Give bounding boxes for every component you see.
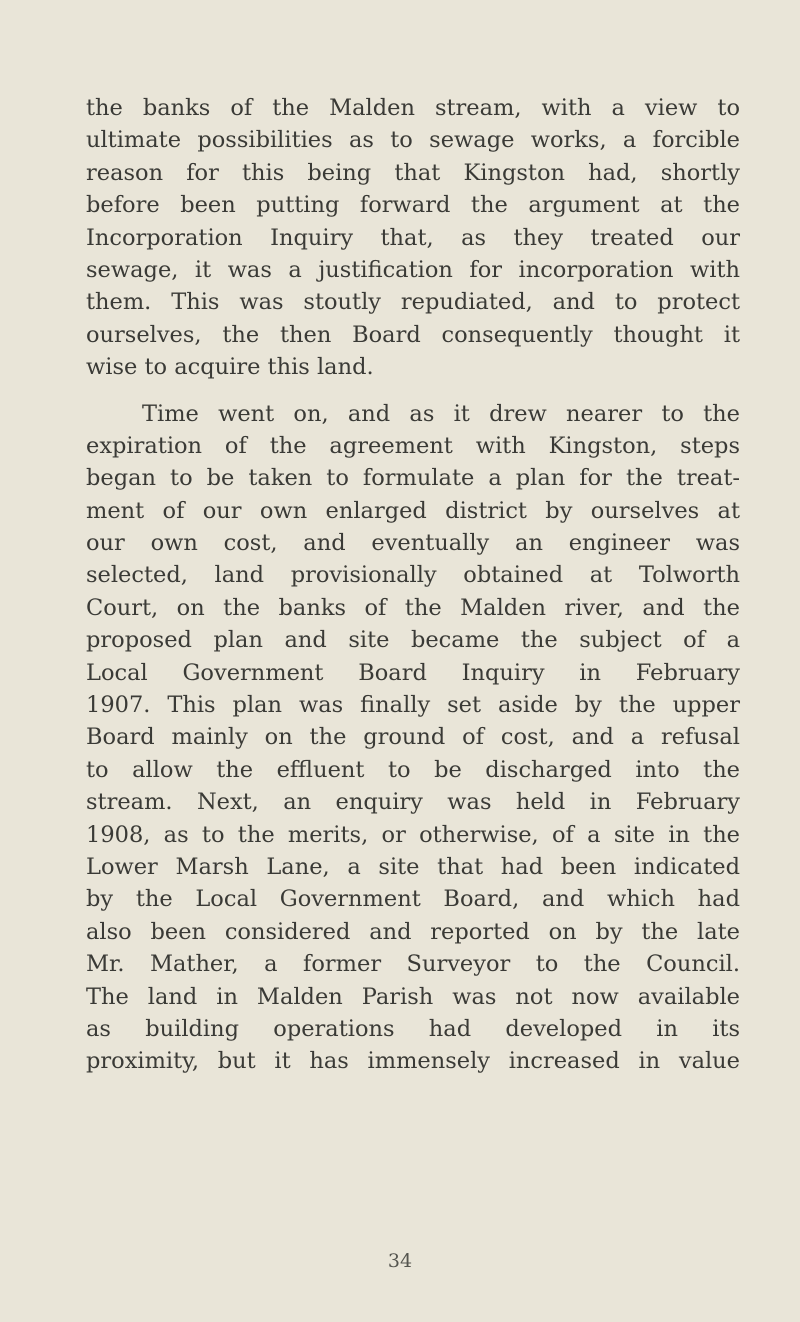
text-line: the banks of the Malden stream, with a view to (86, 95, 740, 121)
paragraph (86, 398, 740, 1078)
text-line: also been considered and reported on by the late (86, 918, 740, 945)
text-line: Board mainly on the ground of cost, and a refusal (86, 724, 740, 751)
text-line: stream. Next, an enquiry was held in February (86, 789, 740, 816)
page-number: 34 (387, 1250, 413, 1272)
paragraph (86, 92, 740, 384)
text-line: proximity, but it has immensely increased in value (86, 1048, 740, 1075)
text-line: Time went on, and as it drew nearer to the (142, 400, 740, 427)
text-line: The land in Malden Parish was not now available (86, 983, 740, 1010)
text-line: began to be taken to formulate a plan for the treat- (86, 465, 740, 492)
text-line: to allow the effluent to be discharged into the (86, 756, 740, 783)
text-line: sewage, it was a justification for incorporation with (86, 256, 740, 283)
text-line: Incorporation Inquiry that, as they treated our (86, 224, 740, 251)
text-line: our own cost, and eventually an engineer was (86, 530, 740, 557)
text-line: wise to acquire this land. (86, 354, 374, 381)
text-line: 1908, as to the merits, or otherwise, of a site in the (86, 821, 740, 848)
paragraph-gap (86, 384, 740, 398)
text-line: ment of our own enlarged district by ourselves at (86, 497, 740, 524)
text-line: by the Local Government Board, and which had (86, 886, 740, 913)
text-line: as building operations had developed in its (86, 1015, 740, 1042)
text-line: ourselves, the then Board consequently thought it (86, 321, 740, 348)
body-text (86, 92, 740, 1078)
text-line: selected, land provisionally obtained at Tolworth (86, 562, 740, 589)
text-line: expiration of the agreement with Kingston, steps (86, 432, 740, 459)
text-line: Lower Marsh Lane, a site that had been indicated (86, 853, 740, 880)
text-line: ultimate possibilities as to sewage works, a forcible (86, 127, 740, 154)
text-line: them. This was stoutly repudiated, and to protect (86, 289, 740, 316)
text-line: Local Government Board Inquiry in February (86, 659, 740, 686)
text-line: before been putting forward the argument at the (86, 192, 740, 219)
text-line: Court, on the banks of the Malden river, and the (86, 594, 740, 621)
text-line: Mr. Mather, a former Surveyor to the Council. (86, 951, 740, 978)
text-line: reason for this being that Kingston had, shortly (86, 159, 740, 186)
text-line: 1907. This plan was finally set aside by the upper (86, 692, 740, 719)
text-line: proposed plan and site became the subject of a (86, 627, 740, 654)
